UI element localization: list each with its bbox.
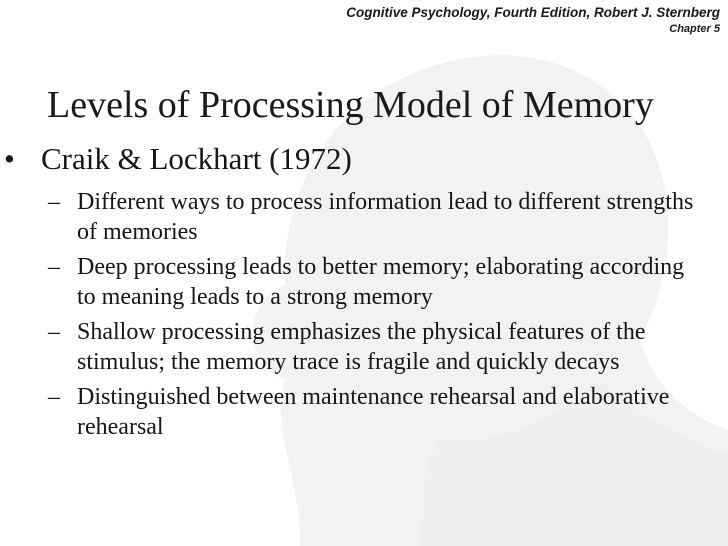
dash-marker: – <box>48 319 60 345</box>
book-citation: Cognitive Psychology, Fourth Edition, Robert J. Sternberg <box>346 5 720 20</box>
main-bullet <box>4 140 352 178</box>
dash-marker: – <box>48 189 60 215</box>
sub-point-text: Deep processing leads to better memory; elaborating according to meaning leads to a strong memory <box>77 254 685 310</box>
sub-point-text: Distinguished between maintenance rehearsal and elaborative rehearsal <box>77 384 670 440</box>
chapter-label: Chapter 5 <box>669 23 720 35</box>
bullet-text: Craik & Lockhart (1972) <box>41 141 352 176</box>
dash-marker: – <box>48 384 60 410</box>
sub-point <box>0 252 728 312</box>
slide-header <box>346 4 720 37</box>
sub-point-text: Different ways to process information lead to different strengths of memories <box>77 189 694 245</box>
slide-title: Levels of Processing Model of Memory <box>47 84 654 126</box>
sub-point-list <box>0 187 728 447</box>
sub-point <box>0 187 728 247</box>
dash-marker: – <box>48 254 60 280</box>
sub-point <box>0 317 728 377</box>
sub-point-text: Shallow processing emphasizes the physical features of the stimulus; the memory trace is fragile and quickly decays <box>77 319 646 375</box>
bullet-marker: • <box>4 141 15 176</box>
sub-point <box>0 382 728 442</box>
